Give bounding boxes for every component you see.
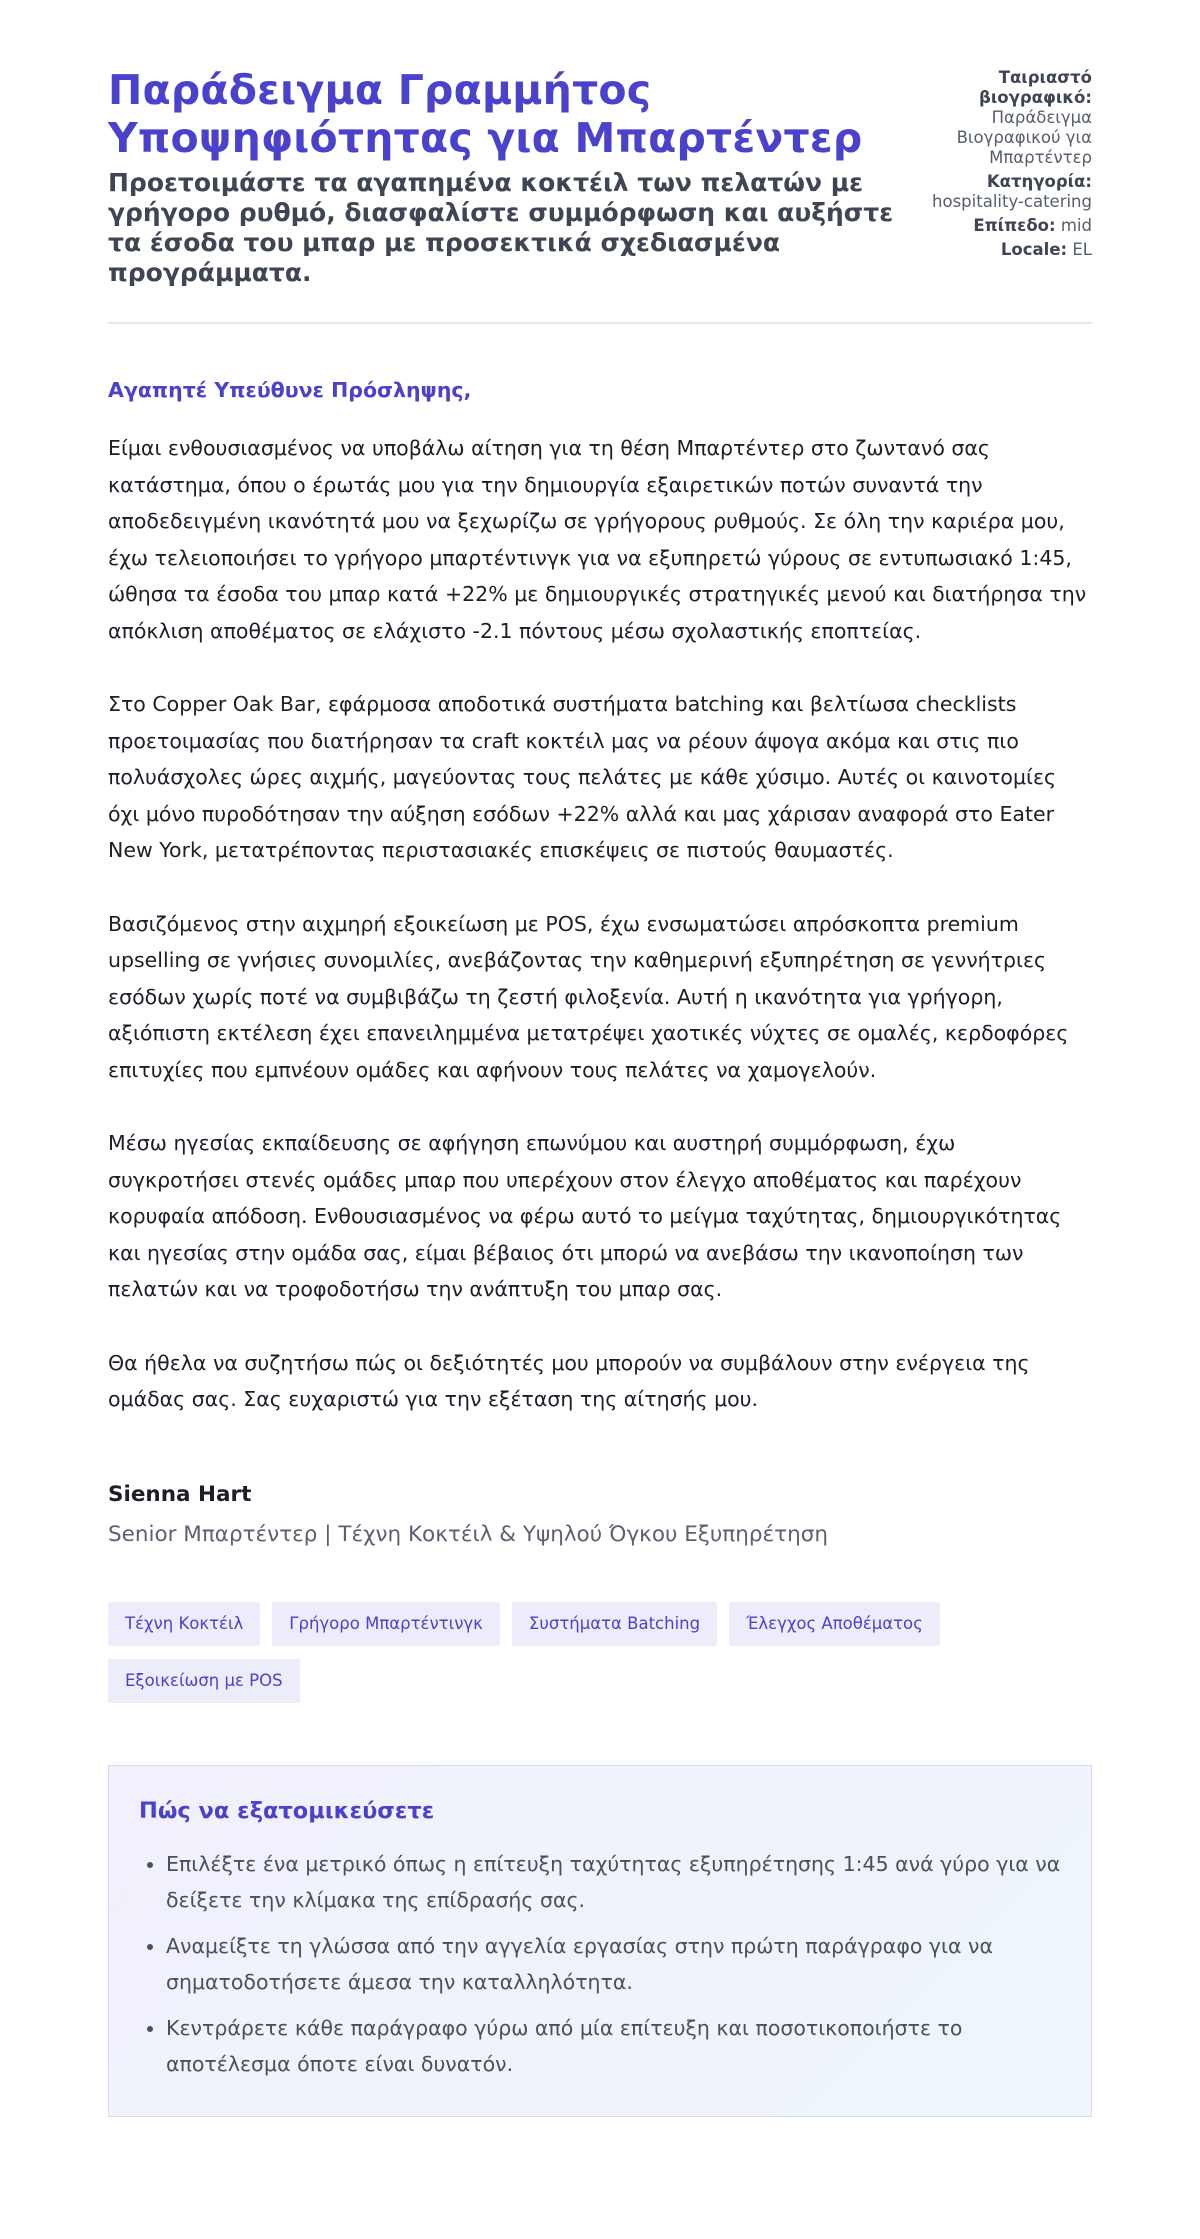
- letter-paragraph: Βασιζόμενος στην αιχμηρή εξοικείωση με POS, έχω ενσωματώσει απρόσκοπτα premium upselling σε γνήσιες συνομιλίες, ανεβάζοντας την καθημερινή εξυπηρέτηση σε γεννήτριες εσόδων χωρίς ποτέ να συμβιβάζω τη ζεστή φιλοξενία. Αυτή η ικανότητα για γρήγορη, αξιόπιστη εκτέλεση έχει επανειλημμένα μετατρέψει χαοτικές νύχτες σε ομαλές, κερδοφόρες επιτυχίες που εμπνέουν ομάδες και αφήνουν τους πελάτες να χαμογελούν.: [108, 911, 1069, 1082]
- meta-level: [902, 216, 1092, 236]
- signature-title: Senior Μπαρτέντερ | Τέχνη Κοκτέιλ & Υψηλού Όγκου Εξυπηρέτηση: [108, 1521, 828, 1547]
- tip-item: • Αναμείξτε τη γλώσσα από την αγγελία εργασίας στην πρώτη παράγραφο για να σηματοδοτήσετε άμεσα την καταλληλότητα.: [166, 1928, 1061, 2000]
- page-subtitle: Προετοιμάστε τα αγαπημένα κοκτέιλ των πελατών με γρήγορο ρυθμό, διασφαλίστε συμμόρφωση και αυξήστε τα έσοδα του μπαρ με προσεκτικά σχεδιασμένα προγράμματα.: [108, 168, 894, 287]
- salutation: Αγαπητέ Υπεύθυνε Πρόσληψης,: [108, 378, 472, 402]
- tip-item: • Επιλέξτε ένα μετρικό όπως η επίτευξη ταχύτητας εξυπηρέτησης 1:45 ανά γύρο για να δείξετε την κλίμακα της επίδρασής σας.: [166, 1846, 1061, 1918]
- letter-paragraph: Είμαι ενθουσιασμένος να υποβάλω αίτηση για τη θέση Μπαρτέντερ στο ζωντανό σας κατάστημα, όπου ο έρωτάς μου για την δημιουργία εξαιρετικών ποτών συναντά την αποδεδειγμένη ικανότητά μου να ξεχωρίζω σε γρήγορους ρυθμούς. Σε όλη την καριέρα μου, έχω τελειοποιήσει το γρήγορο μπαρτέντινγκ για να εξυπηρετώ γύρους σε εντυπωσιακό 1:45, ώθησα τα έσοδα του μπαρ κατά +22% με δημιουργικές στρατηγικές μενού και διατήρησα την απόκλιση αποθέματος σε ελάχιστο -2.1 πόντους μέσω σχολαστικής εποπτείας.: [108, 436, 1087, 643]
- letter-body: [108, 376, 1092, 1550]
- meta-locale-value: EL: [1072, 240, 1092, 259]
- skill-tag: Τέχνη Κοκτέιλ: [108, 1602, 260, 1646]
- letter-paragraph: Στο Copper Oak Bar, εφάρμοσα αποδοτικά συστήματα batching και βελτίωσα checklists προετοιμασίας που διατήρησαν τα craft κοκτέιλ μας να ρέουν άψογα ακόμα και στις πιο πολυάσχολες ώρες αιχμής, μαγεύοντας τους πελάτες με κάθε χύσιμο. Αυτές οι καινοτομίες όχι μόνο πυροδότησαν την αύξηση εσόδων +22% αλλά και μας χάρισαν αναφορά στο Eater New York, μετατρέποντας περιστασιακές επισκέψεις σε πιστούς θαυμαστές.: [108, 692, 1057, 862]
- meta-category-label: Κατηγορία:: [986, 172, 1092, 191]
- meta-level-label: Επίπεδο:: [973, 216, 1056, 235]
- header-titles: [108, 66, 898, 288]
- meta-panel: [902, 66, 1092, 264]
- meta-category: [902, 172, 1092, 212]
- tips-list: [139, 1846, 1061, 2082]
- letter-paragraphs: [108, 430, 1092, 1418]
- meta-locale: [902, 240, 1092, 260]
- signature-name: Sienna Hart: [108, 1481, 252, 1507]
- meta-locale-label: Locale:: [1000, 240, 1068, 259]
- meta-resume: [902, 68, 1092, 168]
- tips-title: Πώς να εξατομικεύσετε: [139, 1797, 435, 1824]
- page-header: [108, 0, 1092, 324]
- meta-category-value: hospitality-catering: [932, 192, 1092, 211]
- tip-item: • Κεντράρετε κάθε παράγραφο γύρω από μία επίτευξη και ποσοτικοποιήστε το αποτέλεσμα όποτε είναι δυνατόν.: [166, 2010, 1061, 2082]
- customize-tips-box: [108, 1765, 1092, 2117]
- meta-resume-value: Παράδειγμα Βιογραφικού για Μπαρτέντερ: [956, 108, 1092, 167]
- letter-paragraph: Μέσω ηγεσίας εκπαίδευσης σε αφήγηση επωνύμου και αυστηρή συμμόρφωση, έχω συγκροτήσει στενές ομάδες μπαρ που υπερέχουν στον έλεγχο αποθέματος και παρέχουν κορυφαία απόδοση. Ενθουσιασμένος να φέρω αυτό το μείγμα ταχύτητας, δημιουργικότητας και ηγεσίας στην ομάδα σας, είμαι βέβαιος ότι μπορώ να ανεβάσω την ικανοποίηση των πελατών και να τροφοδοτήσω την ανάπτυξη του μπαρ σας.: [108, 1131, 1062, 1301]
- skill-tag: Έλεγχος Αποθέματος: [729, 1602, 940, 1646]
- letter-paragraph: Θα ήθελα να συζητήσω πώς οι δεξιότητές μου μπορούν να συμβάλουν στην ενέργεια της ομάδας σας. Σας ευχαριστώ για την εξέταση της αίτησής μου.: [108, 1350, 1030, 1411]
- skill-tags: [108, 1602, 1008, 1703]
- meta-resume-label: Ταιριαστό βιογραφικό:: [979, 68, 1092, 107]
- skill-tag: Συστήματα Batching: [512, 1602, 717, 1646]
- meta-level-value: mid: [1060, 216, 1092, 235]
- skill-tag: Γρήγορο Μπαρτέντινγκ: [272, 1602, 500, 1646]
- page-title: Παράδειγμα Γραμμήτος Υποψηφιότητας για Μπαρτέντερ: [108, 66, 863, 162]
- skill-tag: Εξοικείωση με POS: [108, 1659, 300, 1703]
